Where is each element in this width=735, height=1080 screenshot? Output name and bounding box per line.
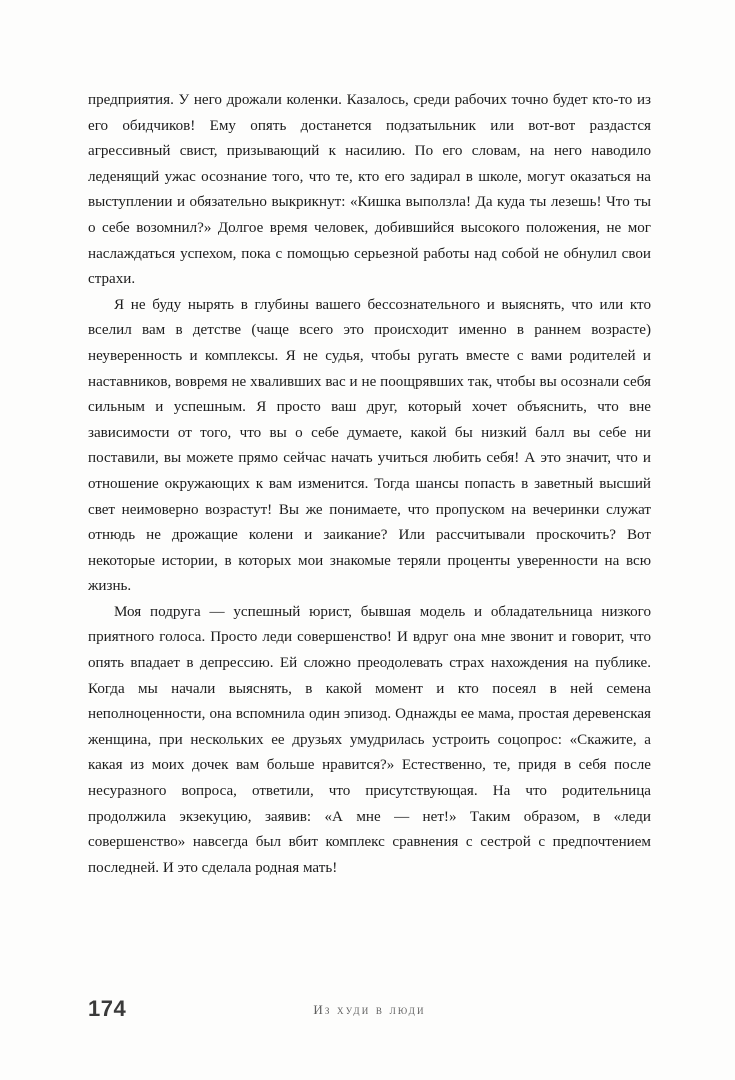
- paragraph: Я не буду нырять в глубины вашего бессознательного и выяснять, что или кто вселил вам в детстве (чаще всего это происходит именно в раннем возрасте) неуверенность и комплексы. Я не судья, чтобы ругать вместе с вами родителей и наставников, вовремя не хваливших вас и не поощрявших так, чтобы вы осознали себя сильным и успешным. Я просто ваш друг, который хочет объяснить, что вне зависимости от того, что вы о себе думаете, какой бы низкий балл вы себе ни поставили, вы можете прямо сейчас начать учиться любить себя! А это значит, что и отношение окружающих к вам изменится. Тогда шансы попасть в заветный высший свет неимоверно возрастут! Вы же понимаете, что пропуском на вечеринки служат отнюдь не дрожащие колени и заикание? Или рассчитывали проскочить? Вот некоторые истории, в которых мои знакомые теряли проценты уверенности на всю жизнь.: [88, 296, 651, 595]
- running-title: Из худи в люди: [313, 1002, 426, 1017]
- paragraph: Моя подруга — успешный юрист, бывшая модель и обладательница низкого приятного голоса. Просто леди совершенство! И вдруг она мне звонит и говорит, что опять впадает в депрессию. Ей сложно преодолевать страх нахождения на публике. Когда мы начали выяснять, в какой момент и кто посеял в ней семена неполноценности, она вспомнила один эпизод. Однажды ее мама, простая деревенская женщина, при нескольких ее друзьях умудрилась устроить соцопрос: «Скажите, а какая из моих дочек вам больше нравится?» Естественно, те, придя в себя после несуразного вопроса, ответили, что присутствующая. На что родительница продолжила экзекуцию, заявив: «А мне — нет!» Таким образом, в «леди совершенство» навсегда был вбит комплекс сравнения с сестрой с предпочтением последней. И это сделала родная мать!: [88, 603, 651, 876]
- page-number: 174: [88, 996, 127, 1021]
- paragraph: предприятия. У него дрожали коленки. Казалось, среди рабочих точно будет кто-то из его обидчиков! Ему опять достанется подзатыльник или вот-вот раздастся агрессивный свист, призывающий к насилию. По его словам, на него наводило леденящий ужас осознание того, что те, кто его задирал в школе, могут оказаться на выступлении и обязательно выкрикнут: «Кишка выползла! Да куда ты лезешь! Что ты о себе возомнил?» Долгое время человек, добившийся высокого положения, не мог наслаждаться успехом, пока с помощью серьезной работы над собой не обнулил свои страхи.: [88, 92, 651, 288]
- page-body: [88, 88, 651, 881]
- page-footer: [88, 994, 651, 1022]
